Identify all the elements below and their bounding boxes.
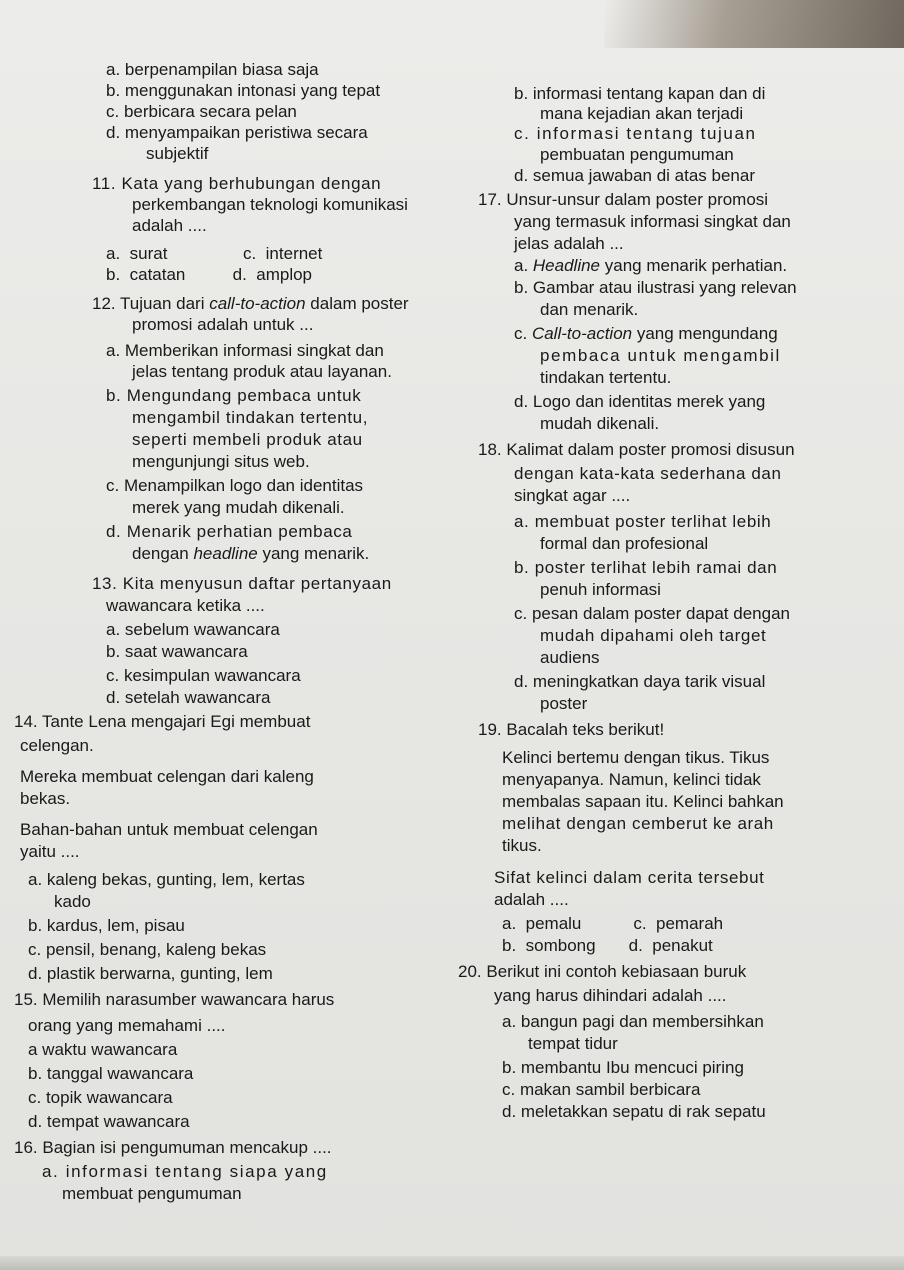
q14-option-b: b. kardus, lem, pisau bbox=[28, 916, 185, 935]
q17-stem-cont: yang termasuk informasi singkat dan bbox=[514, 212, 791, 231]
q12-option-d-cont: dengan headline yang menarik. bbox=[132, 544, 370, 563]
q15-option-d: d. tempat wawancara bbox=[28, 1112, 190, 1131]
q19-passage-cont: melihat dengan cemberut ke arah bbox=[502, 814, 774, 833]
q13-option-a: a. sebelum wawancara bbox=[106, 620, 280, 639]
q14-option-d: d. plastik berwarna, gunting, lem bbox=[28, 964, 273, 983]
q17-stem-cont: jelas adalah ... bbox=[514, 234, 624, 253]
q11-stem-cont: adalah .... bbox=[132, 216, 207, 235]
q18-option-a-cont: formal dan profesional bbox=[540, 534, 709, 553]
q20-option-a: a. bangun pagi dan membersihkan bbox=[502, 1012, 764, 1031]
q12-stem: 12. Tujuan dari call-to-action dalam poster bbox=[92, 294, 409, 313]
q14-option-a: a. kaleng bekas, gunting, lem, kertas bbox=[28, 870, 305, 889]
q14-passage-cont: bekas. bbox=[20, 789, 71, 808]
q14-question: Bahan-bahan untuk membuat celengan bbox=[20, 820, 318, 839]
q20-option-d: d. meletakkan sepatu di rak sepatu bbox=[502, 1102, 766, 1121]
q19-options-bd: b. sombong d. penakut bbox=[502, 936, 713, 955]
q17-option-c: c. Call-to-action yang mengundang bbox=[514, 324, 778, 343]
q18-option-d-cont: poster bbox=[540, 694, 588, 713]
q20-option-a-cont: tempat tidur bbox=[528, 1034, 618, 1053]
q18-option-c-cont: audiens bbox=[540, 648, 600, 667]
q13-stem: 13. Kita menyusun daftar pertanyaan bbox=[92, 574, 392, 593]
q18-stem-cont: singkat agar .... bbox=[514, 486, 631, 505]
q18-option-a: a. membuat poster terlihat lebih bbox=[514, 512, 772, 531]
q10-option-d-cont: subjektif bbox=[146, 144, 209, 163]
q14-question-cont: yaitu .... bbox=[20, 842, 80, 861]
q19-passage-cont: menyapanya. Namun, kelinci tidak bbox=[502, 770, 761, 789]
q14-passage: Mereka membuat celengan dari kaleng bbox=[20, 767, 314, 786]
q19-passage: Kelinci bertemu dengan tikus. Tikus bbox=[502, 748, 770, 767]
q12-option-c-cont: merek yang mudah dikenali. bbox=[132, 498, 345, 517]
q20-option-c: c. makan sambil berbicara bbox=[502, 1080, 701, 1099]
q17-stem: 17. Unsur-unsur dalam poster promosi bbox=[478, 190, 769, 209]
q18-stem-cont: dengan kata-kata sederhana dan bbox=[514, 464, 782, 483]
torn-paper-edge bbox=[604, 0, 904, 48]
page-bottom-edge bbox=[0, 1256, 904, 1270]
q19-passage-cont: tikus. bbox=[502, 836, 542, 855]
q12-option-c: c. Menampilkan logo dan identitas bbox=[106, 476, 364, 495]
q16-option-a: a. informasi tentang siapa yang bbox=[42, 1162, 328, 1181]
q18-stem: 18. Kalimat dalam poster promosi disusun bbox=[478, 440, 795, 459]
q17-option-d-cont: mudah dikenali. bbox=[540, 414, 660, 433]
q11-options-bd: b. catatan d. amplop bbox=[106, 265, 313, 284]
q17-option-a: a. Headline yang menarik perhatian. bbox=[514, 256, 788, 275]
q20-stem-cont: yang harus dihindari adalah .... bbox=[494, 986, 727, 1005]
q12-option-b-cont: mengunjungi situs web. bbox=[132, 452, 310, 471]
q12-option-a-cont: jelas tentang produk atau layanan. bbox=[132, 362, 392, 381]
q12-option-d: d. Menarik perhatian pembaca bbox=[106, 522, 353, 541]
q16-option-c: c. informasi tentang tujuan bbox=[514, 124, 757, 143]
q16-option-c-cont: pembuatan pengumuman bbox=[540, 145, 734, 164]
q13-stem-cont: wawancara ketika .... bbox=[106, 596, 265, 615]
q19-stem: 19. Bacalah teks berikut! bbox=[478, 720, 665, 739]
q10-option-d: d. menyampaikan peristiwa secara bbox=[106, 123, 368, 142]
q12-option-b-cont: mengambil tindakan tertentu, bbox=[132, 408, 369, 427]
q17-option-d: d. Logo dan identitas merek yang bbox=[514, 392, 766, 411]
q18-option-c-cont: mudah dipahami oleh target bbox=[540, 626, 767, 645]
q15-option-a: a waktu wawancara bbox=[28, 1040, 178, 1059]
q19-options-ac: a. pemalu c. pemarah bbox=[502, 914, 724, 933]
q16-option-d: d. semua jawaban di atas benar bbox=[514, 166, 755, 185]
q11-options-ac: a. surat c. internet bbox=[106, 244, 323, 263]
q10-option-a: a. berpenampilan biasa saja bbox=[106, 60, 319, 79]
q14-stem-cont: celengan. bbox=[20, 736, 94, 755]
q12-option-a: a. Memberikan informasi singkat dan bbox=[106, 341, 384, 360]
q12-option-b-cont: seperti membeli produk atau bbox=[132, 430, 363, 449]
q16-option-b-cont: mana kejadian akan terjadi bbox=[540, 104, 744, 123]
q17-option-c-cont: pembaca untuk mengambil bbox=[540, 346, 781, 365]
q15-stem: 15. Memilih narasumber wawancara harus bbox=[14, 990, 335, 1009]
q14-stem: 14. Tante Lena mengajari Egi membuat bbox=[14, 712, 311, 731]
q18-option-b: b. poster terlihat lebih ramai dan bbox=[514, 558, 778, 577]
q12-stem-cont: promosi adalah untuk ... bbox=[132, 315, 314, 334]
q11-stem: 11. Kata yang berhubungan dengan bbox=[92, 174, 382, 193]
q16-option-b: b. informasi tentang kapan dan di bbox=[514, 84, 766, 103]
q18-option-c: c. pesan dalam poster dapat dengan bbox=[514, 604, 790, 623]
q19-question: Sifat kelinci dalam cerita tersebut bbox=[494, 868, 765, 887]
q13-option-d: d. setelah wawancara bbox=[106, 688, 271, 707]
q14-option-a-cont: kado bbox=[54, 892, 91, 911]
q15-option-c: c. topik wawancara bbox=[28, 1088, 173, 1107]
q11-stem-cont: perkembangan teknologi komunikasi bbox=[132, 195, 408, 214]
q16-stem: 16. Bagian isi pengumuman mencakup .... bbox=[14, 1138, 332, 1157]
q17-option-b: b. Gambar atau ilustrasi yang relevan bbox=[514, 278, 797, 297]
q13-option-c: c. kesimpulan wawancara bbox=[106, 666, 301, 685]
q19-question-cont: adalah .... bbox=[494, 890, 569, 909]
q10-option-b: b. menggunakan intonasi yang tepat bbox=[106, 81, 381, 100]
q10-option-c: c. berbicara secara pelan bbox=[106, 102, 297, 121]
q18-option-d: d. meningkatkan daya tarik visual bbox=[514, 672, 766, 691]
q15-stem-cont: orang yang memahami .... bbox=[28, 1016, 226, 1035]
q13-option-b: b. saat wawancara bbox=[106, 642, 248, 661]
q16-option-a-cont: membuat pengumuman bbox=[62, 1184, 242, 1203]
q15-option-b: b. tanggal wawancara bbox=[28, 1064, 194, 1083]
q19-passage-cont: membalas sapaan itu. Kelinci bahkan bbox=[502, 792, 784, 811]
q17-option-b-cont: dan menarik. bbox=[540, 300, 639, 319]
q20-stem: 20. Berikut ini contoh kebiasaan buruk bbox=[458, 962, 747, 981]
q18-option-b-cont: penuh informasi bbox=[540, 580, 661, 599]
q14-option-c: c. pensil, benang, kaleng bekas bbox=[28, 940, 267, 959]
q17-option-c-cont: tindakan tertentu. bbox=[540, 368, 672, 387]
q12-option-b: b. Mengundang pembaca untuk bbox=[106, 386, 362, 405]
q20-option-b: b. membantu Ibu mencuci piring bbox=[502, 1058, 744, 1077]
